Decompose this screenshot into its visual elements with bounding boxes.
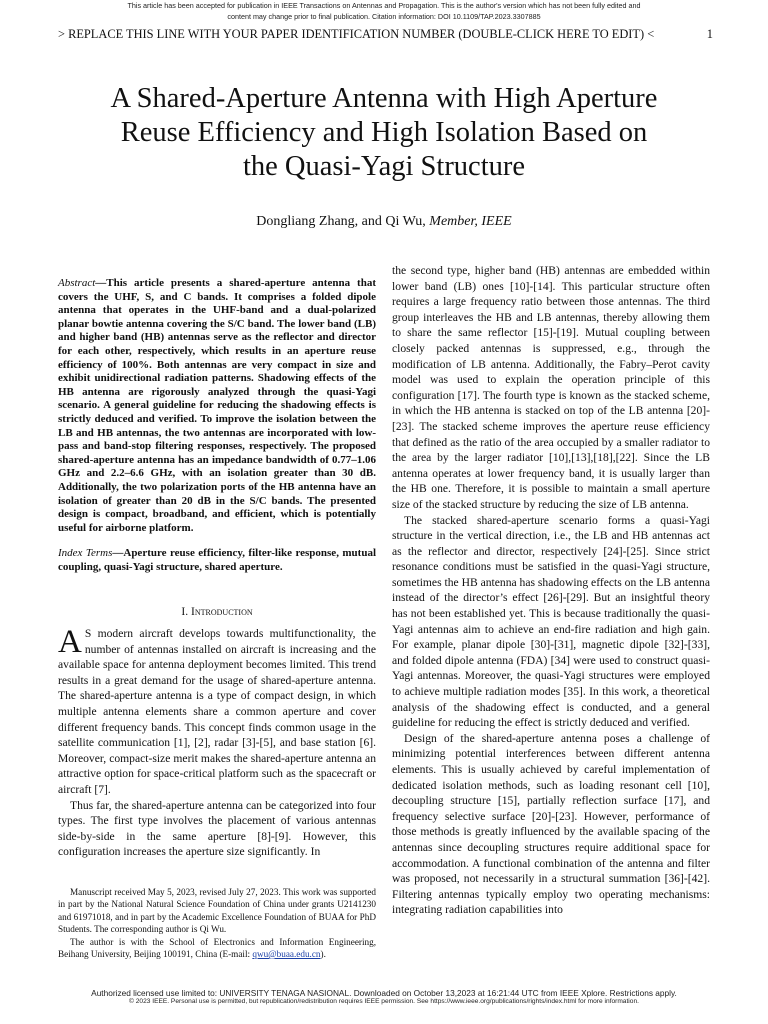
footnote-affiliation xyxy=(58,936,376,961)
right-paragraph-1: the second type, higher band (HB) antennas are embedded within lower band (LB) ones [10]-[14]. This particular structure often requires a large frequency ratio between those antennas. The third group interleaves the HB and LB antennas, thereby allowing them to share the same reflector [15]-[19]. Mutual coupling between closely packed antennas is suppressed, e.g., through the modification of LB antenna. Additionally, the Fabry–Perot cavity model was used to explain the operation principle of this configuration [17]. The fourth type is known as the stacked scheme, in which the HB antenna is stacked on top of the LB antenna [20]-[23]. The stacked scheme improves the aperture reuse efficiency that defined as the ratio of the area occupied by a smaller radiator to the area by the larger radiator [10],[13],[18],[22]. Since the LB antenna operates at lower frequency band, it is usually larger than the HB one. Therefore, it is possible to maintain a small aperture size of the stacked structure by reducing the size of LB antenna. xyxy=(392,264,710,511)
notice-line-1: This article has been accepted for publication in IEEE Transactions on Antennas and Propagation. This is the author's version which has not been fully edited and xyxy=(127,1,641,10)
author-email-link[interactable]: qwu@buaa.edu.cn xyxy=(252,949,321,960)
intro-paragraph-1-text: S modern aircraft develops towards multifunctionality, the number of antennas installed on aircraft is increasing and the available space for antenna deployment becomes limited. This trend results in a great demand for the usage of shared-aperture antenna. The shared-aperture antenna is a type of compact design, in which multiple antenna elements share a common aperture and cover different frequency bands. This concept finds common usage in the satellite communication [1], [2], radar [3]-[5], and base station [6]. Moreover, compact-size merit makes the shared-aperture antenna an attractive option for space-critical platform such as the spacecraft or aircraft [7]. xyxy=(58,627,376,796)
author-line xyxy=(0,214,768,230)
section-heading xyxy=(58,605,376,618)
footnote-affiliation-end: ). xyxy=(320,949,326,960)
index-terms xyxy=(58,547,376,574)
index-terms-label: Index Terms xyxy=(58,547,113,559)
footnote-manuscript: Manuscript received May 5, 2023, revised July 27, 2023. This work was supported in part by the National Natural Science Foundation of China under grants U2141230 and 61971018, and in part by the Academic Excellence Foundation of BUAA for PhD Students. The corresponding author is Qi Wu. xyxy=(58,887,376,935)
page-number: 1 xyxy=(706,27,713,41)
notice-line-2: content may change prior to final publication. Citation information: DOI 10.1109/TAP.2023.3307885 xyxy=(227,12,541,21)
right-paragraph-3: Design of the shared-aperture antenna poses a challenge of minimizing potential interferences between different antenna elements. This is usually achieved by careful implementation of dedicated isolation methods, such as loading resonant cell [10], decoupling structure [15], partially reflection surface [17], and frequency selective surface [20]-[23]. However, performance of those methods is greatly influenced by the available spacing of the antennas since decoupling structures require additional space for accommodation. A functional combination of the antenna and filter was proposed, not necessarily in a structural summation [36]-[42]. Filtering antennas typically employ two operating mechanisms: integrating radiation capabilities into xyxy=(392,731,710,917)
running-head-text: > REPLACE THIS LINE WITH YOUR PAPER IDENTIFICATION NUMBER (DOUBLE-CLICK HERE TO EDIT) < xyxy=(58,27,655,41)
index-terms-text: —Aperture reuse efficiency, filter-like response, mutual coupling, quasi-Yagi structure, shared aperture. xyxy=(58,547,376,573)
drop-cap: A xyxy=(58,624,82,660)
running-head xyxy=(58,27,713,42)
right-paragraph-2: The stacked shared-aperture scenario forms a quasi-Yagi structure in the vertical direction, i.e., the LB and HB antennas act as the reflector and director, respectively [24]-[25]. Since strict resonance conditions must be satisfied in the quasi-Yagi structure, sometimes the HB antenna has shadowing effects on the LB antenna instead of the director’s effect [26]-[29]. But an insightful theory has not been established yet. This is because traditionally the quasi-Yagi antennas aim to achieve an end-fire radiation and high gain. For example, planar dipole [30]-[31], magnetic dipole [32]-[33], and folded dipole antenna (FDA) [34] were used to construct quasi-Yagi antennas. Moreover, the quasi-Yagi structures were employed to achieve multiple radiation modes [35]. In this work, a theoretical analysis of the shadowing effect is conducted, and a general guideline for reducing the effect is strictly deduced and verified. xyxy=(392,513,710,730)
footnote xyxy=(58,886,376,960)
author-names: Dongliang Zhang, and Qi Wu, xyxy=(256,214,430,229)
footnote-affiliation-text: The author is with the School of Electronics and Information Engineering, Beihang University, Beijing 100191, China (E-mail: xyxy=(58,936,376,960)
title-line-3: the Quasi-Yagi Structure xyxy=(242,151,526,182)
abstract xyxy=(58,277,376,535)
author-membership: Member, IEEE xyxy=(429,214,512,229)
left-column-body xyxy=(58,626,376,860)
paper-title xyxy=(60,82,708,184)
license-footer: Authorized licensed use limited to: UNIVERSITY TENAGA NASIONAL. Downloaded on October 13,2023 at 16:21:44 UTC from IEEE Xplore. Restrictions apply. xyxy=(91,988,677,998)
copyright-footer: © 2023 IEEE. Personal use is permitted, but republication/redistribution requires IEEE permission. See https://www.ieee.org/publications/rights/index.html for more information. xyxy=(129,998,639,1005)
title-line-1: A Shared-Aperture Antenna with High Aperture xyxy=(110,83,658,114)
intro-paragraph-2: Thus far, the shared-aperture antenna can be categorized into four types. The first type involves the placement of various antennas side-by-side in the same aperture [8]-[9]. However, this configuration increases the aperture size significantly. In xyxy=(58,798,376,859)
publication-notice xyxy=(0,0,768,22)
section-title: Introduction xyxy=(191,605,253,618)
title-line-2: Reuse Efficiency and High Isolation Based on xyxy=(120,117,648,148)
abstract-text: —This article presents a shared-aperture antenna that covers the UHF, S, and C bands. It comprises a folded dipole antenna that operates in the UHF-band and a dual-polarized planar bowtie antenna covering the S/C band. The lower band (LB) and higher band (HB) antennas serve as the reflector and director for each other, respectively, which results in an aperture reuse efficiency of 100%. Both antennas are very compact in size and exhibit unidirectional radiation patterns. Shadowing effects of the HB antenna are rigorously analyzed through the quasi-Yagi scenario. A general guideline for reducing the shadowing effects is strictly deduced and verified. To improve the isolation between the LB and HB antennas, the two antennas are incorporated with low-pass and band-stop filtering responses, respectively. The proposed shared-aperture antenna has an impedance bandwidth of 0.77–1.06 GHz and 2.2–6.6 GHz, with an isolation greater than 30 dB. Additionally, the two polarization ports of the HB antenna have an isolation of greater than 20 dB in the S/C bands. The presented design is compact, broadband, and efficient, which is potentially useful for airborne platform. xyxy=(58,277,376,534)
abstract-label: Abstract xyxy=(58,277,96,289)
section-number: I. xyxy=(181,605,189,618)
intro-paragraph-1 xyxy=(58,626,376,798)
right-column-body xyxy=(392,263,710,918)
